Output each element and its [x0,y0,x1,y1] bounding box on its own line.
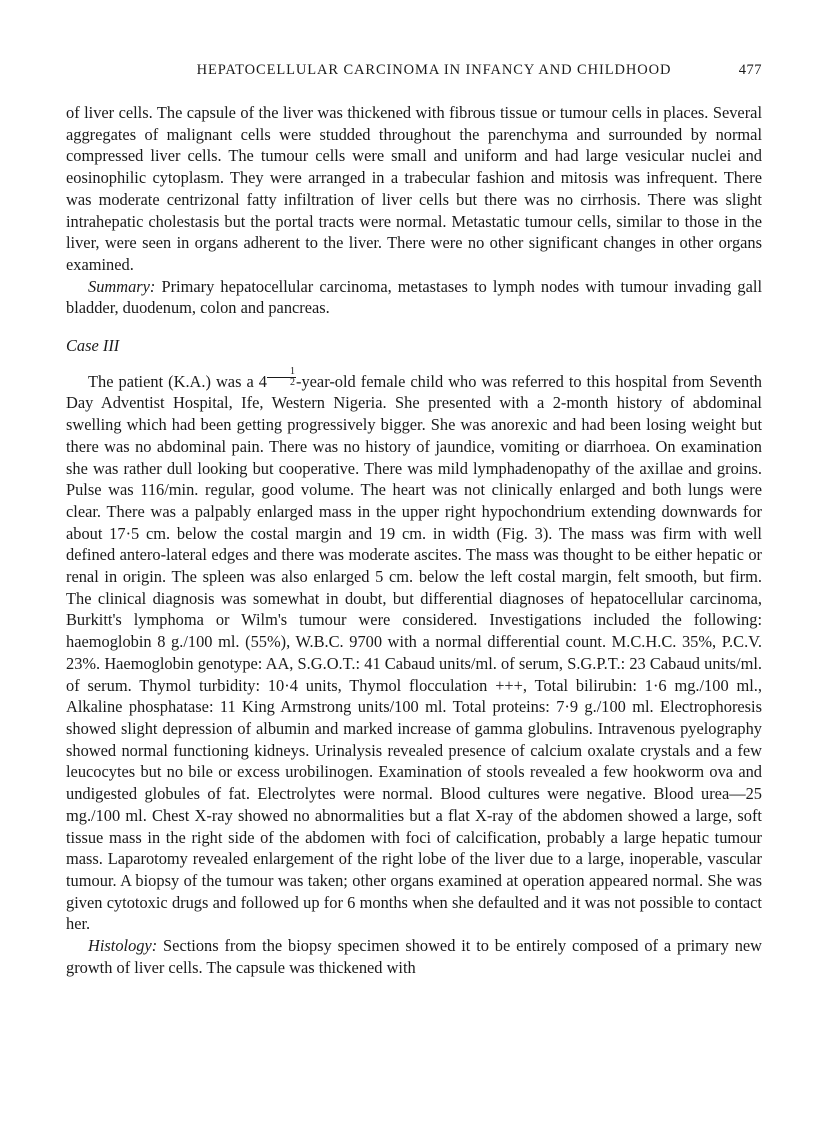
histology-text: Sections from the biopsy specimen showed it to be entirely composed of a primary new growth of liver cells. The capsule was thickened with [66,936,762,977]
case-text-before-age: The patient (K.A.) was a 4 [88,371,267,391]
case-description-paragraph [66,367,762,935]
histology-paragraph [66,935,762,978]
case-text-after-age: -year-old female child who was referred to this hospital from Seventh Day Adventist Hospital, Ife, Western Nigeria. She presented with a 2-month history of abdominal swelling which had been getting progressively bigger. She was anorexic and had been losing weight but there was no abdominal pain. There was no history of jaundice, vomiting or diarrhoea. On examination she was rather dull looking but cooperative. There was mild lymphadenopathy of the axillae and groins. Pulse was 116/min. regular, good volume. The heart was not clinically enlarged and both lungs were clear. There was a palpably enlarged mass in the upper right hypochondrium extending downwards for about 17·5 cm. below the costal margin and 19 cm. in width (Fig. 3). The mass was firm with well defined antero-lateral edges and there was moderate ascites. The mass was thought to be either hepatic or renal in origin. The spleen was also enlarged 5 cm. below the left costal margin, felt smooth, but firm. The clinical diagnosis was somewhat in doubt, but differential diagnoses of hepatocellular carcinoma, Burkitt's lymphoma or Wilm's tumour were considered. Investigations included the following: haemoglobin 8 g./100 ml. (55%), W.B.C. 9700 with a normal differential count. M.C.H.C. 35%, P.C.V. 23%. Haemoglobin genotype: AA, S.G.O.T.: 41 Cabaud units/ml. of serum, S.G.P.T.: 23 Cabaud units/ml. of serum. Thymol turbidity: 10·4 units, Thymol flocculation +++, Total bilirubin: 1·6 mg./100 ml., Alkaline phosphatase: 11 King Armstrong units/100 ml. Total proteins: 7·9 g./100 ml. Electrophoresis showed slight depression of albumin and marked increase of gamma globulins. Intravenous pyelography showed normal functioning kidneys. Urinalysis revealed presence of calcium oxalate crystals and a few leucocytes but no bile or excess urobilinogen. Examination of stools revealed a few hookworm ova and undigested globules of fat. Electrolytes were normal. Blood cultures were negative. Blood urea—25 mg./100 ml. Chest X-ray showed no abnormalities but a flat X-ray of the abdomen showed a large, soft tissue mass in the right side of the abdomen with foci of calcification, probably a large hepatic tumour mass. Laparotomy revealed enlargement of the right lobe of the liver due to a large, inoperable, vascular tumour. A biopsy of the tumour was taken; other organs examined at operation appeared normal. She was given cytotoxic drugs and followed up for 6 months when she defaulted and it was not possible to contact her. [66,371,762,934]
histology-label: Histology: [88,936,158,956]
journal-page [66,62,762,978]
fraction-numerator: 1 [267,367,296,378]
summary-paragraph [66,276,762,319]
summary-label: Summary: [88,276,156,296]
continued-paragraph: of liver cells. The capsule of the liver was thickened with fibrous tissue or tumour cells in places. Several aggregates of malignant cells were studded throughout the parenchyma and surrounded by normal compressed liver cells. The tumour cells were small and uniform and had large vesicular nuclei and eosinophilic cytoplasm. They were arranged in a trabecular fashion and mitosis was infrequent. There was moderate centrizonal fatty infiltration of liver cells but there was no cirrhosis. There was slight intrahepatic cholestasis but the portal tracts were normal. Metastatic tumour cells, similar to those in the liver, were seen in organs adherent to the liver. There were no other significant changes in other organs examined. [66,103,762,274]
case-heading: Case III [66,336,120,356]
fraction-denominator: 2 [290,376,295,388]
page-number: 477 [738,62,762,78]
running-header [66,62,762,88]
running-title: HEPATOCELLULAR CARCINOMA IN INFANCY AND CHILDHOOD [196,62,672,78]
summary-text: Primary hepatocellular carcinoma, metastases to lymph nodes with tumour invading gall bladder, duodenum, colon and pancreas. [66,276,762,318]
age-fraction [267,367,296,388]
